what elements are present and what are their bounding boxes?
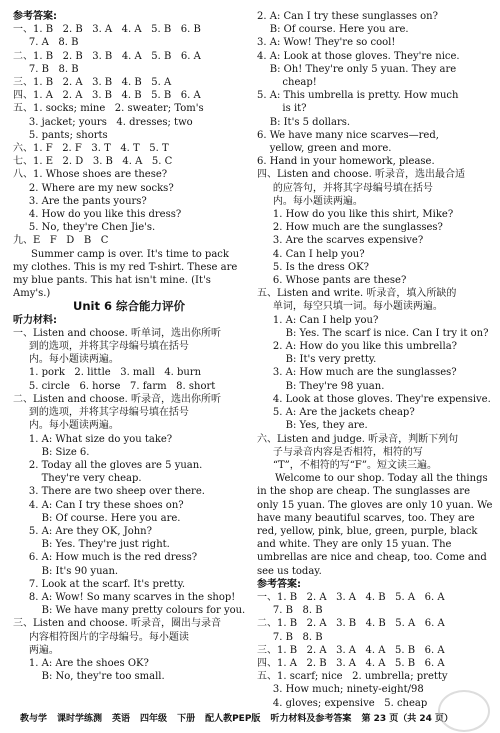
right-column-line: yellow, green and more.	[257, 143, 392, 155]
left-column-line: 6. A: How much is the red dress?	[13, 552, 198, 564]
left-column-line: 5. A: Are they OK, John?	[13, 525, 152, 537]
right-column-line: 7. B 8. B	[257, 605, 323, 617]
right-column-line: 4. A: Look at those gloves. They're nice.	[257, 50, 460, 62]
left-column-line: 7. A 8. B	[13, 37, 79, 49]
left-column-line: 4. A: Can I try these shoes on?	[13, 499, 184, 511]
right-column-line: 3. A: Wow! They're so cool!	[257, 37, 396, 49]
right-column-line: 一、1. B 2. A 3. A 4. B 5. A 6. A	[257, 591, 445, 603]
left-column-line: 5. pants; shorts	[13, 129, 108, 141]
left-column-line: 三、Listen and choose. 听录音，圈出与录音	[13, 618, 221, 630]
left-column-line: 听力材料:	[13, 314, 57, 326]
right-column-line: 三、1. B 2. A 3. A 4. A 5. B 6. A	[257, 644, 445, 656]
right-column-line: 单词，每空只填一词。每小题读两遍。	[257, 301, 443, 313]
left-column-line: B: Yes. They're just right.	[13, 539, 170, 551]
right-column-line: 6. Hand in your homework, please.	[257, 156, 435, 168]
right-column-line: 3. Are the scarves expensive?	[257, 235, 424, 247]
left-column-line: 七、1. E 2. D 3. B 4. A 5. C	[13, 156, 173, 168]
right-column-line: 四、1. A 2. B 3. A 4. A 5. B 6. A	[257, 657, 445, 669]
right-column-line: 6. Whose pants are these?	[257, 275, 407, 287]
right-column-line: 1. A: Can I help you?	[257, 314, 379, 326]
right-column-line: cheap!	[257, 77, 317, 89]
left-column-line: 3. Are the pants yours?	[13, 195, 147, 207]
left-column-line: 一、1. B 2. B 3. A 4. A 5. B 6. B	[13, 24, 201, 36]
left-column-line: 3. jacket; yours 4. dresses; two	[13, 116, 193, 128]
right-column	[257, 10, 493, 710]
right-column-line: B: It's 5 dollars.	[257, 116, 351, 128]
right-column-line: B: It's very pretty.	[257, 354, 377, 366]
left-column	[13, 10, 245, 683]
left-column-line: 7. Look at the scarf. It's pretty.	[13, 578, 186, 590]
footer-volume: 下册	[177, 714, 196, 725]
left-column-line: 2. Where are my new socks?	[13, 182, 174, 194]
left-column-line: 九、E F D B C	[13, 235, 109, 247]
left-column-line: 到的选项，并将其字母编号填在括号	[13, 341, 189, 353]
left-column-line: B: Size 6.	[13, 446, 90, 458]
footer-edition: 配人教PEP版	[205, 714, 261, 725]
footer-grade: 四年级	[140, 714, 168, 725]
right-column-line: 二、1. B 2. A 3. B 4. B 5. A 6. A	[257, 618, 445, 630]
right-column-line: is it?	[257, 103, 307, 115]
right-column-line: 五、1. scarf; nice 2. umbrella; pretty	[257, 671, 448, 683]
right-column-line: 4. gloves; expensive 5. cheap	[257, 697, 428, 709]
right-column-line: 3. How much; ninety-eight/98	[257, 684, 424, 696]
right-column-line: 子与录音内容是否相符，相符的写	[257, 446, 423, 458]
right-column-line: 参考答案:	[257, 578, 301, 590]
left-column-line: 五、1. socks; mine 2. sweater; Tom's	[13, 103, 204, 115]
left-column-line: 四、1. A 2. A 3. B 4. B 5. B 6. A	[13, 90, 201, 102]
left-column-line: 一、Listen and choose. 听单词，选出你所听	[13, 327, 221, 339]
left-column-line: 1. A: What size do you take?	[13, 433, 173, 445]
left-column-line: Summer camp is over. It's time to pack my clothes. This is my red T-shirt. These are my blue pants. This hat isn't mine. (It's Amy's.)	[13, 248, 238, 300]
right-column-line: B: Of course. Here you are.	[257, 24, 409, 36]
footer-page-number: 第 23 页（共 24 页）	[361, 714, 454, 725]
left-column-line: 8. A: Wow! So many scarves in the shop!	[13, 591, 236, 603]
right-column-line: 5. Is the dress OK?	[257, 261, 370, 273]
footer-publisher: 教与学	[20, 714, 48, 725]
left-column-line: 2. Today all the gloves are 5 yuan.	[13, 459, 203, 471]
left-column-line: 7. B 8. B	[13, 63, 79, 75]
right-column-line: 2. How much are the sunglasses?	[257, 222, 443, 234]
left-column-line: 六、1. F 2. F 3. T 4. T 5. T	[13, 143, 169, 155]
left-column-line: B: Of course. Here you are.	[13, 512, 181, 524]
right-column-line: 内。每小题读两遍。	[257, 195, 363, 207]
left-column-line: 内。每小题读两遍。	[13, 354, 119, 366]
left-column-line: 5. No, they're Chen Jie's.	[13, 222, 156, 234]
footer-series: 课时学练测	[57, 714, 103, 725]
left-column-line: 5. circle 6. horse 7. farm 8. short	[13, 380, 216, 392]
right-column-line: B: Oh! They're only 5 yuan. They are	[257, 63, 457, 75]
right-column-line: 四、Listen and choose. 听录音，选出最合适	[257, 169, 465, 181]
left-column-line: 内。每小题读两遍。	[13, 420, 119, 432]
right-column-line: 5. A: Are the jackets cheap?	[257, 407, 415, 419]
left-column-line: They're very cheap.	[13, 473, 142, 485]
watermark-stamp	[438, 690, 490, 732]
page-footer	[20, 712, 480, 728]
right-column-line: B: Yes. The scarf is nice. Can I try it on?	[257, 327, 489, 339]
left-column-line: 参考答案:	[13, 11, 57, 22]
right-column-line: Welcome to our shop. Today all the things in the shop are cheap. The sunglasses are only 15 yuan. The gloves are only 10 yuan. We have many beautiful scarves, too. They are red, yellow, pink, blue, green, purple, black and white. They are only 15 yuan. The umbrellas are nice and cheap, too. Come and see us today.	[257, 473, 493, 577]
left-column-line: 到的选项，并将其字母编号填在括号	[13, 407, 189, 419]
left-column-line: B: It's 90 yuan.	[13, 565, 119, 577]
right-column-line: 7. B 8. B	[257, 631, 323, 643]
left-column-line: 1. A: Are the shoes OK?	[13, 657, 149, 669]
right-column-line: 五、Listen and write. 听录音，填入所缺的	[257, 288, 457, 300]
right-column-line: 2. A: Can I try these sunglasses on?	[257, 11, 438, 22]
left-column-line: 3. There are two sheep over there.	[13, 486, 205, 498]
left-column-line: Unit 6 综合能力评价	[73, 300, 185, 314]
left-column-line: B: No, they're too small.	[13, 671, 165, 683]
left-column-line: B: We have many pretty colours for you.	[13, 605, 245, 617]
left-column-line: 八、1. Whose shoes are these?	[13, 169, 168, 181]
right-column-line: 的应答句，并将其字母编号填在括号	[257, 182, 433, 194]
footer-section: 听力材料及参考答案	[270, 714, 352, 725]
right-column-line: “T”，不相符的写“F”。短文读三遍。	[257, 459, 437, 471]
left-column-line: 内容相符图片的字母编号。每小题读	[13, 631, 189, 643]
right-column-line: 1. How do you like this shirt, Mike?	[257, 209, 454, 221]
right-column-line: 5. A: This umbrella is pretty. How much	[257, 90, 459, 102]
right-column-line: 4. Can I help you?	[257, 248, 365, 260]
right-column-line: 6. We have many nice scarves—red,	[257, 129, 439, 141]
left-column-line: 两遍。	[13, 644, 59, 656]
right-column-line: 3. A: How much are the sunglasses?	[257, 367, 457, 379]
left-column-line: 二、Listen and choose. 听录音，选出你所听	[13, 393, 221, 405]
footer-subject: 英语	[112, 714, 131, 725]
left-column-line: 三、1. B 2. A 3. B 4. B 5. A	[13, 77, 172, 89]
left-column-line: 二、1. B 2. B 3. B 4. A 5. B 6. A	[13, 50, 201, 62]
right-column-line: 4. Look at those gloves. They're expensive.	[257, 393, 491, 405]
left-column-line: 1. pork 2. little 3. mall 4. burn	[13, 367, 202, 379]
right-column-line: B: Yes, they are.	[257, 420, 368, 432]
right-column-line: 2. A: How do you like this umbrella?	[257, 341, 458, 353]
right-column-line: 六、Listen and judge. 听录音，判断下列句	[257, 433, 459, 445]
left-column-line: 4. How do you like this dress?	[13, 209, 182, 221]
right-column-line: B: They're 98 yuan.	[257, 380, 385, 392]
